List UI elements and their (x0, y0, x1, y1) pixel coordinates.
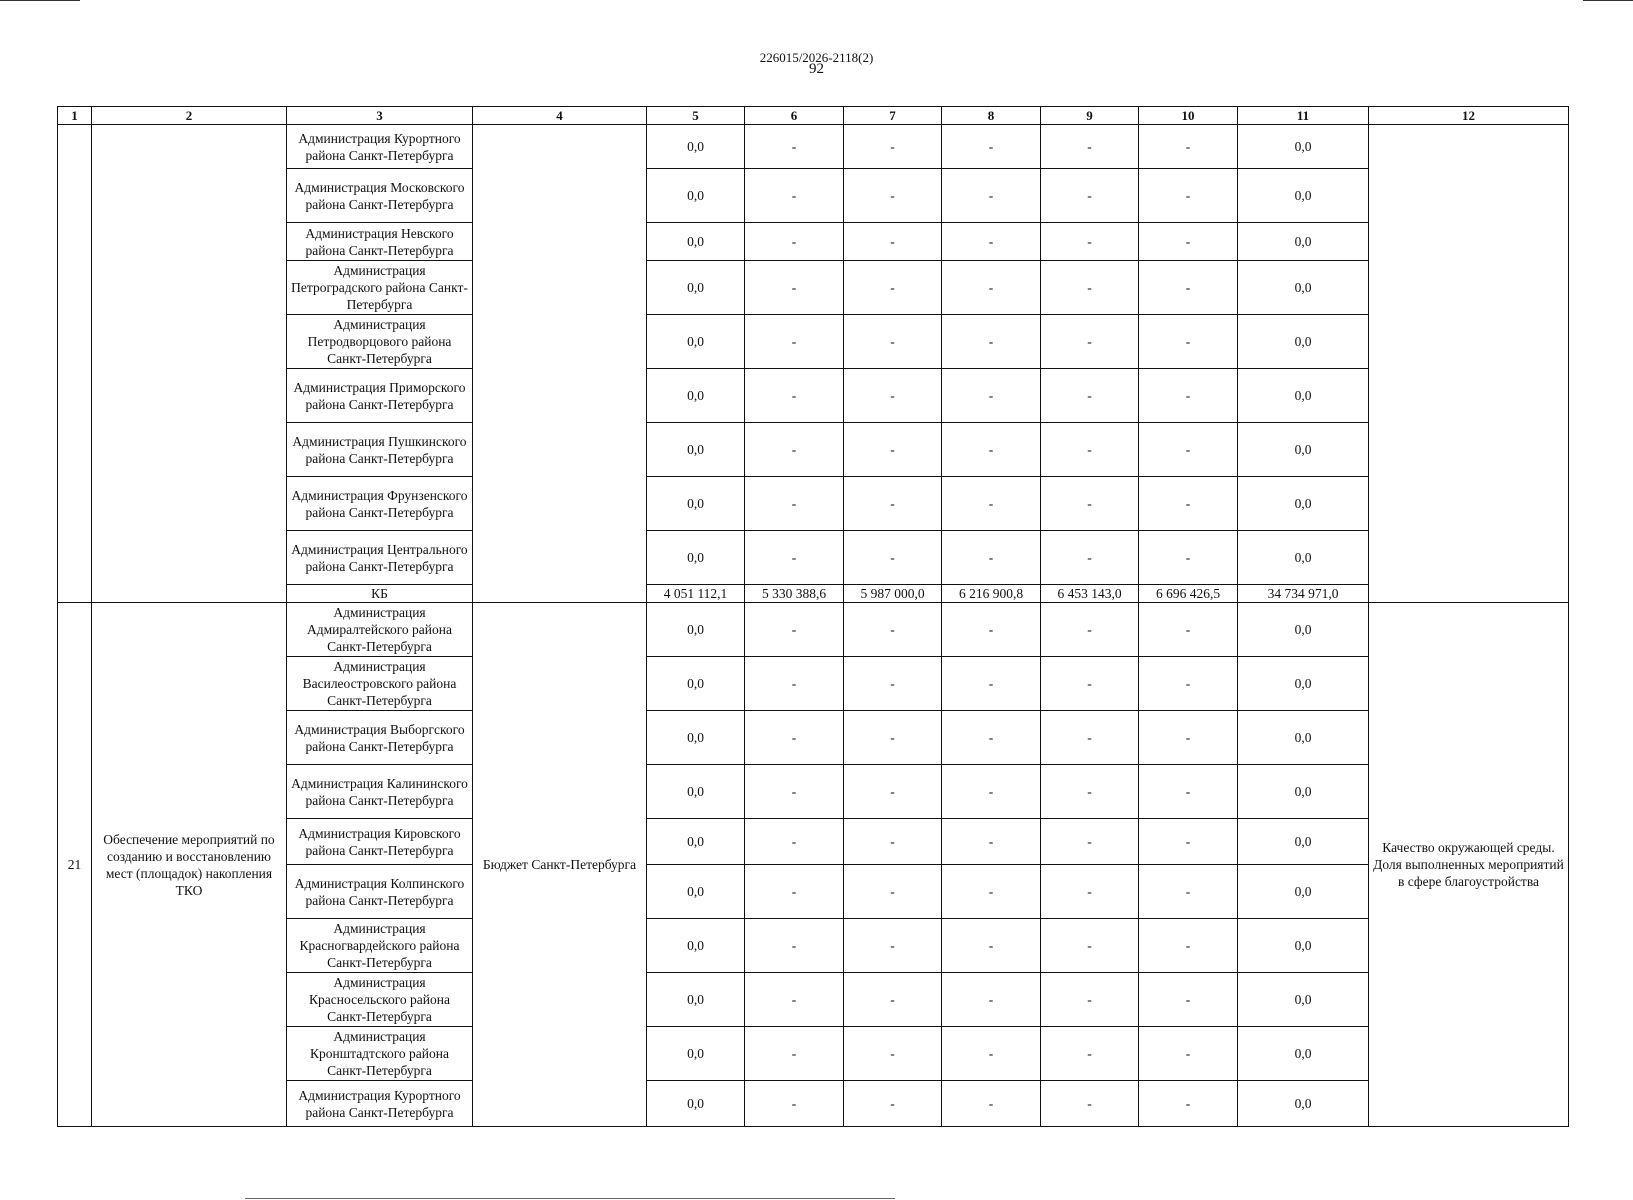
value-cell: - (1041, 973, 1139, 1027)
value-cell: 0,0 (647, 657, 745, 711)
value-cell: 4 051 112,1 (647, 585, 745, 603)
value-cell: - (1041, 919, 1139, 973)
value-cell: - (1041, 369, 1139, 423)
value-cell: 6 696 426,5 (1139, 585, 1238, 603)
value-cell: - (942, 261, 1041, 315)
value-cell: - (745, 603, 844, 657)
agency-cell: Администрация Пушкинского района Санкт-Петербурга (287, 423, 473, 477)
value-cell: 0,0 (1238, 919, 1369, 973)
page-number: 92 (809, 61, 824, 77)
agency-cell: Администрация Центрального района Санкт-Петербурга (287, 531, 473, 585)
value-cell: 0,0 (647, 223, 745, 261)
column-header: 9 (1041, 107, 1139, 125)
agency-cell: Администрация Курортного района Санкт-Петербурга (287, 1081, 473, 1127)
value-cell: - (745, 315, 844, 369)
value-cell: - (844, 169, 942, 223)
value-cell: - (942, 1081, 1041, 1127)
column-header: 2 (92, 107, 287, 125)
value-cell: 0,0 (1238, 819, 1369, 865)
agency-cell: Администрация Колпинского района Санкт-Петербурга (287, 865, 473, 919)
value-cell: - (942, 657, 1041, 711)
value-cell: 0,0 (1238, 973, 1369, 1027)
value-cell: - (1139, 819, 1238, 865)
value-cell: - (1139, 477, 1238, 531)
table-body (58, 125, 1569, 1127)
column-header: 12 (1369, 107, 1569, 125)
value-cell: - (1041, 223, 1139, 261)
value-cell: - (1041, 261, 1139, 315)
agency-cell: Администрация Невского района Санкт-Петербурга (287, 223, 473, 261)
value-cell: 0,0 (1238, 1027, 1369, 1081)
value-cell: 0,0 (647, 711, 745, 765)
value-cell: 0,0 (1238, 125, 1369, 169)
value-cell: 0,0 (647, 125, 745, 169)
column-header: 8 (942, 107, 1041, 125)
value-cell: - (844, 125, 942, 169)
value-cell: 0,0 (1238, 865, 1369, 919)
value-cell: - (1041, 315, 1139, 369)
column-header: 10 (1139, 107, 1238, 125)
value-cell: 0,0 (1238, 423, 1369, 477)
top-right-edge-line (1583, 0, 1633, 1)
document-reference: 226015/2026-2118(2) (759, 50, 874, 65)
top-left-edge-line (0, 0, 80, 1)
value-cell: - (1139, 531, 1238, 585)
value-cell: - (1041, 865, 1139, 919)
value-cell: - (745, 1027, 844, 1081)
value-cell: - (1139, 865, 1238, 919)
value-cell: - (1139, 223, 1238, 261)
value-cell: - (1139, 711, 1238, 765)
value-cell: - (745, 169, 844, 223)
value-cell: - (942, 423, 1041, 477)
value-cell: 6 216 900,8 (942, 585, 1041, 603)
value-cell: - (1139, 369, 1238, 423)
value-cell: 0,0 (647, 315, 745, 369)
column-header: 3 (287, 107, 473, 125)
value-cell: - (1139, 603, 1238, 657)
column-header: 6 (745, 107, 844, 125)
value-cell: - (844, 603, 942, 657)
value-cell: - (1041, 1081, 1139, 1127)
value-cell: - (745, 919, 844, 973)
value-cell: - (1041, 531, 1139, 585)
value-cell: 0,0 (1238, 711, 1369, 765)
indicator-cell: Качество окружающей среды. Доля выполненных мероприятий в сфере благоустройства (1369, 603, 1569, 1127)
value-cell: - (1139, 315, 1238, 369)
value-cell: - (745, 423, 844, 477)
measure-name-cell: Обеспечение мероприятий по созданию и восстановлению мест (площадок) накопления ТКО (92, 603, 287, 1127)
value-cell: - (1041, 657, 1139, 711)
value-cell: - (844, 919, 942, 973)
value-cell: - (942, 125, 1041, 169)
value-cell: 0,0 (1238, 169, 1369, 223)
budget-table (57, 106, 1569, 1127)
value-cell: - (942, 169, 1041, 223)
value-cell: - (942, 865, 1041, 919)
value-cell: 0,0 (1238, 315, 1369, 369)
value-cell: 0,0 (1238, 603, 1369, 657)
table-row (58, 603, 1569, 657)
column-header: 7 (844, 107, 942, 125)
value-cell: - (942, 1027, 1041, 1081)
value-cell: - (745, 125, 844, 169)
agency-cell: Администрация Приморского района Санкт-Петербурга (287, 369, 473, 423)
value-cell: - (844, 819, 942, 865)
value-cell: - (844, 531, 942, 585)
agency-cell: Администрация Курортного района Санкт-Петербурга (287, 125, 473, 169)
value-cell: 0,0 (647, 819, 745, 865)
value-cell: - (745, 531, 844, 585)
value-cell: 0,0 (647, 1027, 745, 1081)
value-cell: - (844, 223, 942, 261)
value-cell: 0,0 (1238, 477, 1369, 531)
value-cell: - (745, 765, 844, 819)
agency-cell: Администрация Калининского района Санкт-Петербурга (287, 765, 473, 819)
value-cell: - (745, 477, 844, 531)
column-number-row (58, 107, 1569, 125)
value-cell: 6 453 143,0 (1041, 585, 1139, 603)
value-cell: - (745, 1081, 844, 1127)
value-cell: 0,0 (647, 369, 745, 423)
value-cell: - (1041, 765, 1139, 819)
value-cell: - (1139, 765, 1238, 819)
value-cell: - (745, 819, 844, 865)
value-cell: - (942, 223, 1041, 261)
total-label-cell: КБ (287, 585, 473, 603)
value-cell: - (1139, 973, 1238, 1027)
value-cell: - (942, 531, 1041, 585)
value-cell: - (1139, 261, 1238, 315)
value-cell: - (942, 919, 1041, 973)
agency-cell: Администрация Адмиралтейского района Санкт-Петербурга (287, 603, 473, 657)
value-cell: 0,0 (1238, 261, 1369, 315)
value-cell: - (745, 223, 844, 261)
value-cell: - (844, 1081, 942, 1127)
value-cell: - (1041, 711, 1139, 765)
value-cell: - (844, 261, 942, 315)
value-cell: - (1041, 169, 1139, 223)
funding-source-cell (473, 125, 647, 603)
column-header: 11 (1238, 107, 1369, 125)
value-cell: - (942, 369, 1041, 423)
value-cell: - (942, 315, 1041, 369)
value-cell: 5 330 388,6 (745, 585, 844, 603)
value-cell: 0,0 (1238, 1081, 1369, 1127)
agency-cell: Администрация Красносельского района Санкт-Петербурга (287, 973, 473, 1027)
value-cell: 0,0 (647, 423, 745, 477)
column-header: 5 (647, 107, 745, 125)
value-cell: - (1041, 477, 1139, 531)
value-cell: - (844, 315, 942, 369)
column-header: 1 (58, 107, 92, 125)
agency-cell: Администрация Выборгского района Санкт-Петербурга (287, 711, 473, 765)
value-cell: - (1041, 1027, 1139, 1081)
value-cell: - (1139, 125, 1238, 169)
value-cell: - (844, 369, 942, 423)
value-cell: - (942, 477, 1041, 531)
value-cell: 0,0 (1238, 531, 1369, 585)
value-cell: - (844, 765, 942, 819)
value-cell: 0,0 (1238, 369, 1369, 423)
value-cell: - (745, 657, 844, 711)
value-cell: - (1139, 169, 1238, 223)
value-cell: - (1139, 1081, 1238, 1127)
value-cell: - (942, 603, 1041, 657)
agency-cell: Администрация Петродворцового района Санкт-Петербурга (287, 315, 473, 369)
value-cell: - (1041, 603, 1139, 657)
value-cell: - (844, 477, 942, 531)
value-cell: - (844, 1027, 942, 1081)
value-cell: - (1139, 423, 1238, 477)
value-cell: 0,0 (647, 1081, 745, 1127)
value-cell: 0,0 (1238, 223, 1369, 261)
value-cell: 0,0 (647, 477, 745, 531)
agency-cell: Администрация Фрунзенского района Санкт-Петербурга (287, 477, 473, 531)
value-cell: 0,0 (647, 765, 745, 819)
value-cell: - (1041, 125, 1139, 169)
value-cell: 34 734 971,0 (1238, 585, 1369, 603)
agency-cell: Администрация Московского района Санкт-Петербурга (287, 169, 473, 223)
value-cell: 0,0 (647, 603, 745, 657)
agency-cell: Администрация Петроградского района Санкт-Петербурга (287, 261, 473, 315)
value-cell: 0,0 (1238, 765, 1369, 819)
value-cell: - (745, 973, 844, 1027)
table-row (58, 125, 1569, 169)
row-number-cell: 21 (58, 603, 92, 1127)
indicator-cell (1369, 125, 1569, 603)
agency-cell: Администрация Кировского района Санкт-Петербурга (287, 819, 473, 865)
value-cell: - (844, 657, 942, 711)
bottom-edge-line (245, 1198, 895, 1199)
value-cell: 0,0 (647, 973, 745, 1027)
value-cell: 0,0 (647, 531, 745, 585)
value-cell: 5 987 000,0 (844, 585, 942, 603)
value-cell: 0,0 (647, 919, 745, 973)
agency-cell: Администрация Кронштадтского района Санкт-Петербурга (287, 1027, 473, 1081)
value-cell: - (745, 261, 844, 315)
value-cell: - (942, 973, 1041, 1027)
value-cell: - (745, 711, 844, 765)
value-cell: - (942, 765, 1041, 819)
value-cell: - (844, 973, 942, 1027)
value-cell: - (1139, 919, 1238, 973)
value-cell: - (1041, 819, 1139, 865)
agency-cell: Администрация Василеостровского района Санкт-Петербурга (287, 657, 473, 711)
row-number-cell (58, 125, 92, 603)
value-cell: - (844, 865, 942, 919)
column-header: 4 (473, 107, 647, 125)
measure-name-cell (92, 125, 287, 603)
value-cell: 0,0 (647, 261, 745, 315)
value-cell: - (1139, 657, 1238, 711)
value-cell: 0,0 (1238, 657, 1369, 711)
value-cell: - (942, 711, 1041, 765)
value-cell: - (745, 865, 844, 919)
value-cell: - (745, 369, 844, 423)
value-cell: - (1041, 423, 1139, 477)
value-cell: - (942, 819, 1041, 865)
value-cell: 0,0 (647, 169, 745, 223)
funding-source-cell: Бюджет Санкт-Петербурга (473, 603, 647, 1127)
value-cell: 0,0 (647, 865, 745, 919)
agency-cell: Администрация Красногвардейского района Санкт-Петербурга (287, 919, 473, 973)
value-cell: - (844, 423, 942, 477)
value-cell: - (844, 711, 942, 765)
value-cell: - (1139, 1027, 1238, 1081)
